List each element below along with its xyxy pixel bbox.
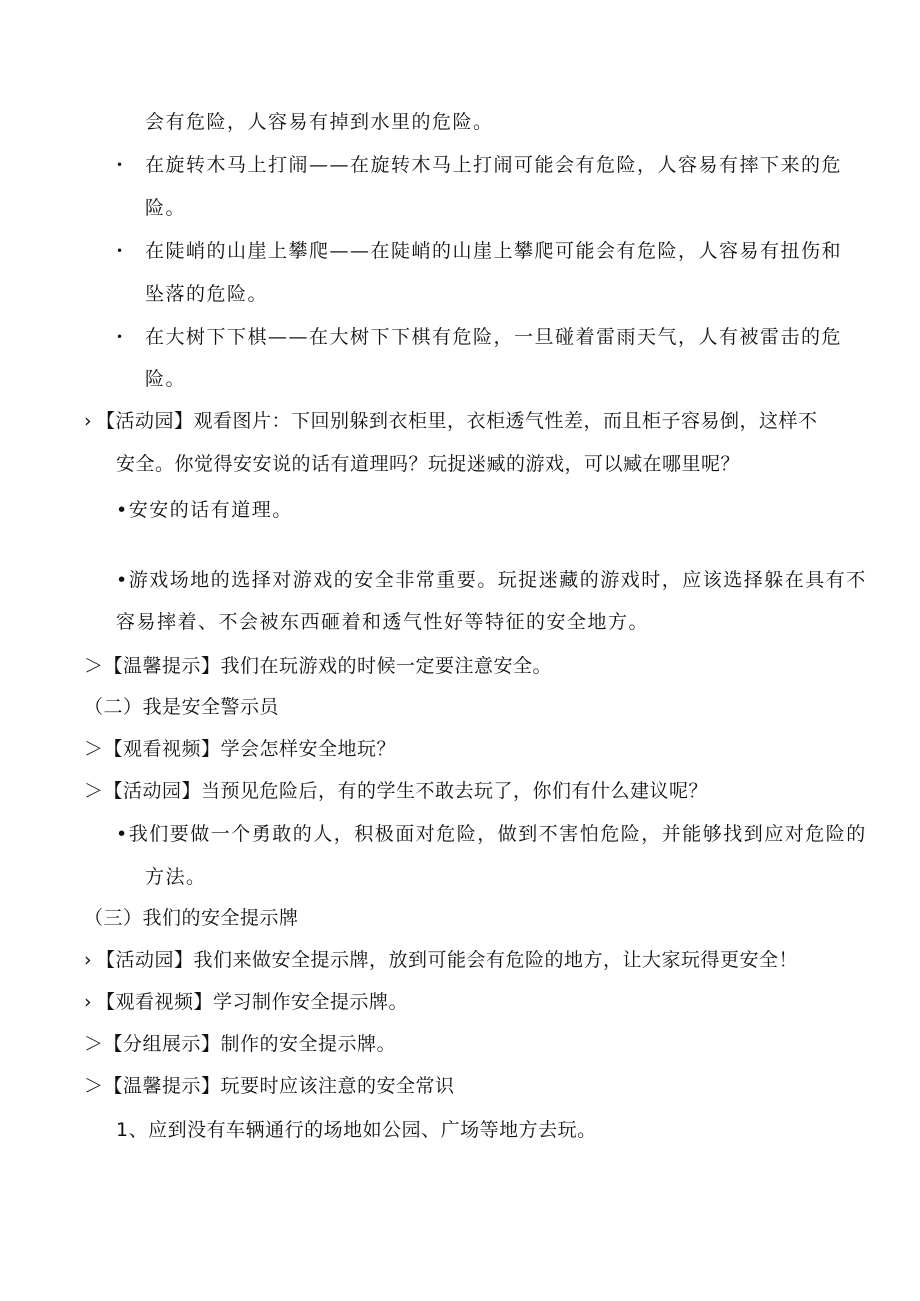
text-line: ＞【观看视频】学会怎样安全地玩？ [84, 738, 397, 760]
text-line: 安全。你觉得安安说的话有道理吗？玩捉迷臧的游戏，可以臧在哪里呢？ [116, 453, 741, 475]
list-marker: › [84, 410, 93, 432]
text-line: •游戏场地的选择对游戏的安全非常重要。玩捉迷藏的游戏时，应该选择躲在具有不 [116, 569, 867, 591]
text-line: 【活动园】我们来做安全提示牌，放到可能会有危险的地方，让大家玩得更安全！ [96, 949, 799, 971]
text-line: 【活动园】观看图片：下回别躲到衣柜里，衣柜透气性差，而且柜子容易倒，这样不 [96, 410, 818, 432]
bullet-dot: • [116, 330, 124, 344]
text-line: •我们要做一个勇敢的人，积极面对危险，做到不害怕危险，并能够找到应对危险的 [116, 823, 867, 845]
list-marker: › [84, 949, 93, 971]
list-marker: › [84, 991, 93, 1013]
text-line: 险。 [145, 368, 187, 390]
text-line: 在陡峭的山崖上攀爬——在陡峭的山崖上攀爬可能会有危险，人容易有扭伤和 [145, 240, 843, 262]
text-line: 在大树下下棋——在大树下下棋有危险，一旦碰着雷雨天气，人有被雷击的危 [145, 326, 843, 348]
bullet-dot: • [116, 158, 124, 172]
section-heading: （二）我是安全警示员 [84, 696, 280, 718]
bullet-dot: • [116, 244, 124, 258]
text-line: ＞【温馨提示】我们在玩游戏的时候一定要注意安全。 [84, 655, 553, 677]
section-heading: （三）我们的安全提示牌 [84, 907, 299, 929]
text-line: 容易摔着、不会被东西砸着和透气性好等特征的安全地方。 [116, 611, 650, 633]
text-line: ＞【分组展示】制作的安全提示牌。 [84, 1033, 397, 1055]
text-line: 1、应到没有车辆通行的场地如公园、广场等地方去玩。 [116, 1119, 597, 1141]
text-line: 【观看视频】学习制作安全提示牌。 [96, 991, 409, 1013]
text-line: 坠落的危险。 [145, 283, 269, 305]
text-line: •安安的话有道理。 [116, 499, 293, 521]
text-line: 在旋转木马上打闹——在旋转木马上打闹可能会有危险，人容易有摔下来的危 [145, 154, 843, 176]
text-line: 方法。 [145, 866, 207, 888]
text-line: 险。 [145, 197, 187, 219]
text-line: ＞【温馨提示】玩要时应该注意的安全常识 [84, 1075, 455, 1097]
text-line: ＞【活动园】当预见危险后，有的学生不敢去玩了，你们有什么建议呢？ [84, 780, 709, 802]
text-line: 会有危险，人容易有掉到水里的危险。 [145, 111, 494, 133]
